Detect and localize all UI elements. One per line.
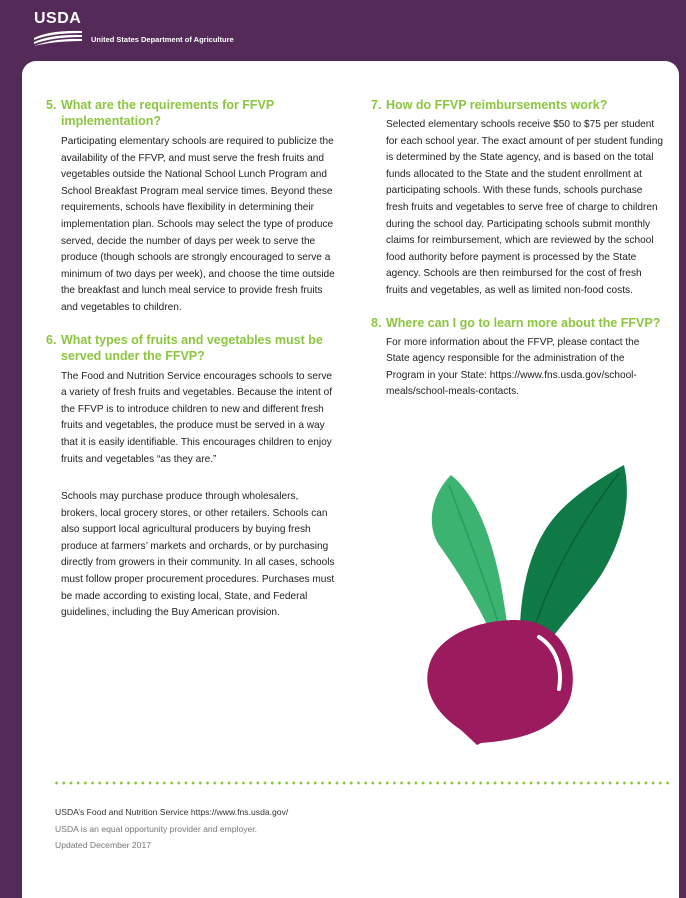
- section-8: [371, 315, 663, 401]
- left-column: [46, 97, 336, 622]
- section-7: [371, 97, 663, 300]
- usda-logo: [34, 12, 84, 46]
- fns-website-link[interactable]: https://www.fns.usda.gov/: [190, 807, 289, 817]
- section-7-number: 7.: [371, 98, 382, 112]
- section-8-text: For more information about the FFVP, please contact the State agency responsible for the administration of the Program in your State:: [386, 336, 640, 381]
- right-column: [371, 97, 663, 401]
- section-5-number: 5.: [46, 98, 57, 112]
- usda-waves-icon: [34, 28, 84, 46]
- agency-name: United States Department of Agriculture: [91, 35, 234, 44]
- beet-illustration: [421, 455, 651, 745]
- section-8-title: Where can I go to learn more about the FFVP?: [386, 315, 661, 330]
- page-header: [0, 0, 686, 60]
- section-8-heading: [371, 315, 663, 331]
- section-6-number: 6.: [46, 332, 57, 347]
- footer-line-3: Updated December 2017: [55, 840, 152, 851]
- page-footer: [55, 804, 288, 854]
- section-5-heading: [46, 97, 336, 129]
- section-5: [46, 97, 336, 317]
- footer-line-2: USDA is an equal opportunity provider and employer.: [55, 823, 258, 834]
- section-7-body: Selected elementary schools receive $50 to $75 per student for each school year. The exact amount of per student funding is determined by the State agency, and is based on the total funds allocated to the State and the student enrollment at participating schools. With these funds, schools purchase fresh fruits and vegetables to serve free of charge to children during the school day. Participating schools submit monthly claims for reimbursement, which are reviewed by the school food authority before payment is processed by the State agency. Schools are then reimbursed for the cost of fresh fruits and vegetables, as well as limited non-food costs.: [386, 119, 664, 296]
- section-6: [46, 332, 336, 622]
- section-6-title: What types of fruits and vegetables must be served under the FFVP?: [61, 332, 323, 363]
- section-8-number: 8.: [371, 315, 382, 330]
- footer-line-1: [55, 804, 288, 821]
- section-7-heading: [371, 97, 663, 113]
- section-5-body: Participating elementary schools are required to publicize the availability of the FFVP, and must serve the fresh fruits and vegetables outside the National School Lunch Program and School Breakfast Program meal service times. Beyond these requirements, schools have flexibility in determining their implementation plan. Schools may select the type of produce served, decide the number of days per week to serve the produce (though schools are strongly encouraged to serve a minimum of two days per week), and choose the time outside the breakfast and lunch meal service to provide fresh fruits and vegetables to children.: [61, 136, 335, 313]
- footer-fns-text: USDA’s Food and Nutrition Service: [55, 807, 191, 817]
- dotted-divider: [53, 781, 673, 785]
- beet-root: [427, 620, 573, 745]
- section-7-title: How do FFVP reimbursements work?: [386, 98, 608, 112]
- section-8-end: .: [516, 386, 519, 398]
- section-6-heading: [46, 332, 336, 364]
- usda-logo-text: USDA: [34, 10, 82, 27]
- section-6-body-2: Schools may purchase produce through wholesalers, brokers, local grocery stores, or other retailers. Schools can also support local agricultural producers by buying fresh produce at farmers’ markets and orchards, or by purchasing directly from growers in their community. In all cases, schools must follow proper procurement procedures. Purchases must be made according to existing local, State, and Federal guidelines, including the Buy American provision.: [61, 491, 335, 619]
- section-6-body-1: The Food and Nutrition Service encourages schools to serve a variety of fresh fruits and vegetables. Because the intent of the FFVP is to introduce children to new and different fresh fruits and vegetables, the produce must be served in a way that it is easily identifiable. This encourages children to enjoy fruits and vegetables “as they are.”: [61, 370, 333, 465]
- state-contacts-link[interactable]: https://www.fns.usda.gov/school-meals/school-meals-contacts: [386, 369, 637, 398]
- section-8-body: [371, 335, 663, 401]
- section-5-title: What are the requirements for FFVP implementation?: [61, 98, 275, 128]
